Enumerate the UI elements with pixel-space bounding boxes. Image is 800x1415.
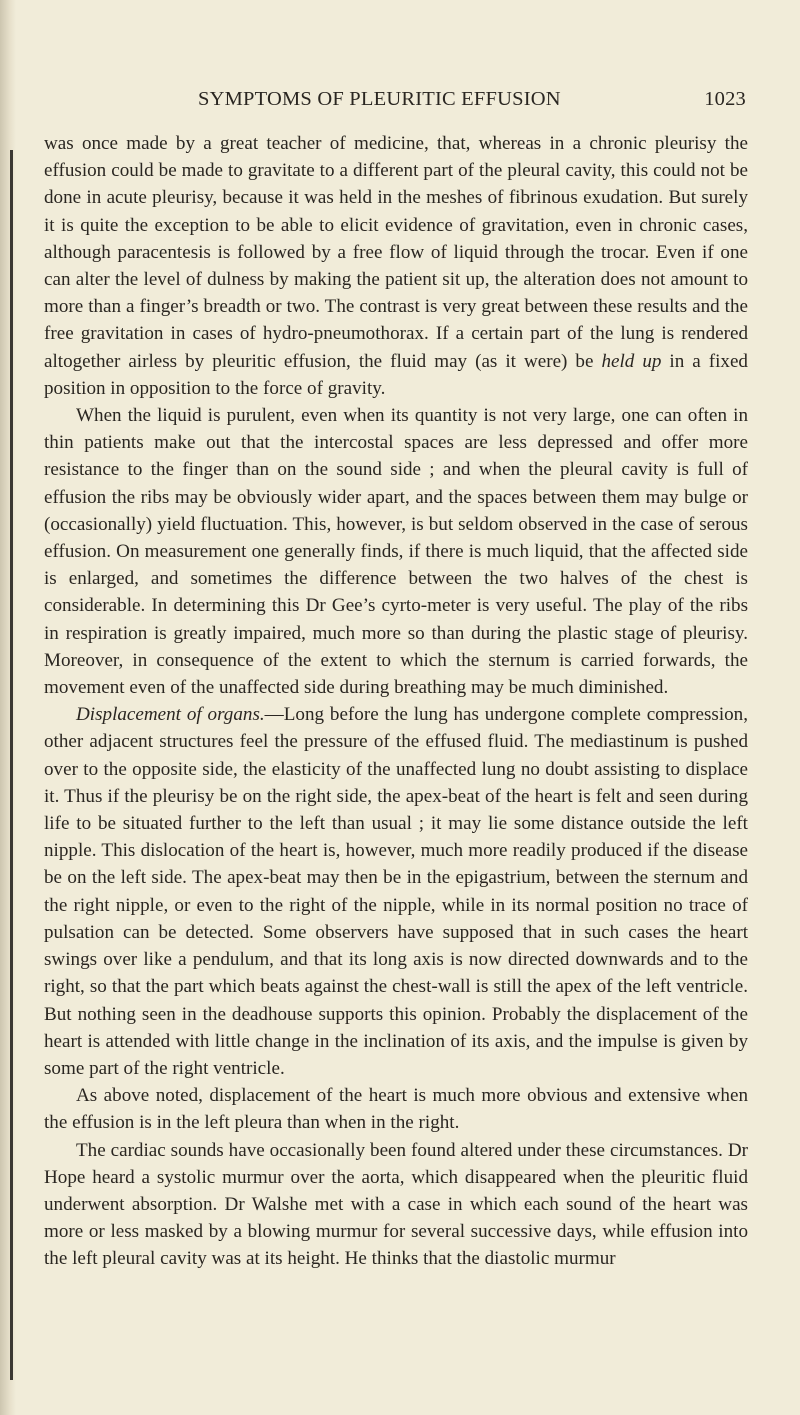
running-header: [198, 88, 746, 114]
page-spine-shadow: [0, 0, 16, 1415]
paragraph: [44, 701, 748, 1082]
text-run: When the liquid is purulent, even when its quantity is not very large, one can often in thin patients make out that the intercostal spaces are less depressed and offer more resistance to the finger than on the sound side ; and when the pleural cavity is full of effusion the ribs may be obviously wider apart, and the spaces between them may bulge or (occasionally) yield fluctuation. This, however, is but seldom observed in the case of serous effusion. On measurement one generally finds, if there is much liquid, that the affected side is enlarged, and sometimes the difference between the two halves of the chest is considerable. In determining this Dr Gee’s cyrto-meter is very useful. The play of the ribs in respiration is greatly impaired, much more so than during the plastic stage of pleurisy. Moreover, in consequence of the extent to which the sternum is carried forwards, the movement even of the unaffected side during breathing may be much diminished.: [44, 405, 748, 699]
paragraph: [44, 1082, 748, 1136]
page-number: 1023: [704, 88, 746, 110]
text-run: The cardiac sounds have occasionally been found altered under these circumstances. Dr Hope heard a systolic murmur over the aorta, which disappeared when the pleuritic fluid underwent absorption. Dr Walshe met with a case in which each sound of the heart was more or less masked by a blowing murmur for several successive days, while effusion into the left pleural cavity was at its height. He thinks that the diastolic murmur: [44, 1139, 748, 1270]
body-text: [44, 130, 748, 1273]
text-run: —Long before the lung has undergone complete compression, other adjacent structures feel the pressure of the effused fluid. The mediastinum is pushed over to the opposite side, the elasticity of the unaffected lung no doubt assisting to displace it. Thus if the pleurisy be on the right side, the apex-beat of the heart is felt and seen during life to be situated further to the left than usual ; it may lie some distance outside the left nipple. This dislocation of the heart is, however, much more readily produced if the disease be on the left side. The apex-beat may then be in the epigastrium, between the sternum and the right nipple, or even to the right of the nipple, while in its normal position no trace of pulsation can be detected. Some observers have supposed that in such cases the heart swings over like a pendulum, and that its long axis is now directed downwards and to the right, so that the part which beats against the chest-wall is still the apex of the left ventricle. But nothing seen in the deadhouse supports this opinion. Probably the displacement of the heart is attended with little change in the inclination of its axis, and the impulse is given by some part of the right ventricle.: [44, 704, 748, 1079]
running-head-title: SYMPTOMS OF PLEURITIC EFFUSION: [198, 88, 561, 110]
text-run: was once made by a great teacher of medicine, that, whereas in a chronic pleurisy the effusion could be made to gravitate to a different part of the pleural cavity, this could not be done in acute pleurisy, because it was held in the meshes of fibrinous exudation. But surely it is quite the exception to be able to elicit evidence of gravitation, even in chronic cases, although paracentesis is followed by a free flow of liquid through the trocar. Even if one can alter the level of dulness by making the patient sit up, the alteration does not amount to more than a finger’s breadth or two. The contrast is very great between these results and the free gravitation in cases of hydro-pneumothorax. If a certain part of the lung is rendered altogether airless by pleuritic effusion, the fluid may (as it were) be: [44, 133, 748, 372]
italic-text: Displacement of organs.: [76, 704, 265, 726]
text-run: As above noted, displacement of the heart is much more obvious and extensive when the effusion is in the left pleura than when in the right.: [44, 1085, 748, 1134]
paragraph: [44, 402, 748, 701]
italic-text: held up: [601, 350, 662, 372]
paragraph: [44, 1137, 748, 1273]
text-run: in a fixed position in opposition to the force of gravity.: [44, 350, 748, 399]
page-binding-edge: [10, 150, 13, 1380]
paragraph: [44, 130, 748, 402]
